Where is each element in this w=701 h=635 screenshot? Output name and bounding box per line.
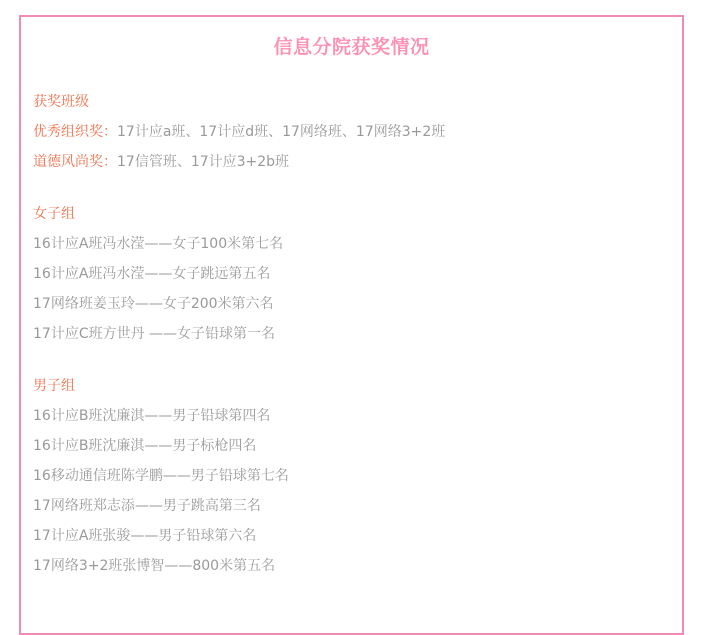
- result-line: 17计应A班张骏——男子铅球第六名: [33, 528, 257, 544]
- section-award-classes: [33, 87, 670, 177]
- award-line: [33, 147, 670, 177]
- section-heading: 获奖班级: [33, 94, 89, 110]
- result-line: 16移动通信班陈学鹏——男子铅球第七名: [33, 468, 289, 484]
- result-line: 16计应A班冯水滢——女子跳远第五名: [33, 266, 271, 282]
- section-men: [33, 371, 670, 581]
- awards-panel: [19, 15, 684, 635]
- result-line: 17计应C班方世丹 ——女子铅球第一名: [33, 326, 276, 342]
- result-line: 17网络3+2班张博智——800米第五名: [33, 558, 276, 574]
- award-line: [33, 117, 670, 147]
- section-heading: 男子组: [33, 378, 75, 394]
- award-value: 17计应a班、17计应d班、17网络班、17网络3+2班: [117, 124, 446, 140]
- award-label: 优秀组织奖：: [33, 124, 117, 140]
- section-heading: 女子组: [33, 206, 75, 222]
- result-line: 16计应B班沈廉淇——男子铅球第四名: [33, 408, 271, 424]
- result-line: 17网络班姜玉玲——女子200米第六名: [33, 296, 274, 312]
- page-title: 信息分院获奖情况: [273, 36, 430, 58]
- award-value: 17信管班、17计应3+2b班: [117, 154, 290, 170]
- result-line: 16计应A班冯水滢——女子100米第七名: [33, 236, 284, 252]
- section-women: [33, 199, 670, 349]
- result-line: 16计应B班沈廉淇——男子标枪四名: [33, 438, 257, 454]
- award-label: 道德风尚奖：: [33, 154, 117, 170]
- result-line: 17网络班郑志添——男子跳高第三名: [33, 498, 261, 514]
